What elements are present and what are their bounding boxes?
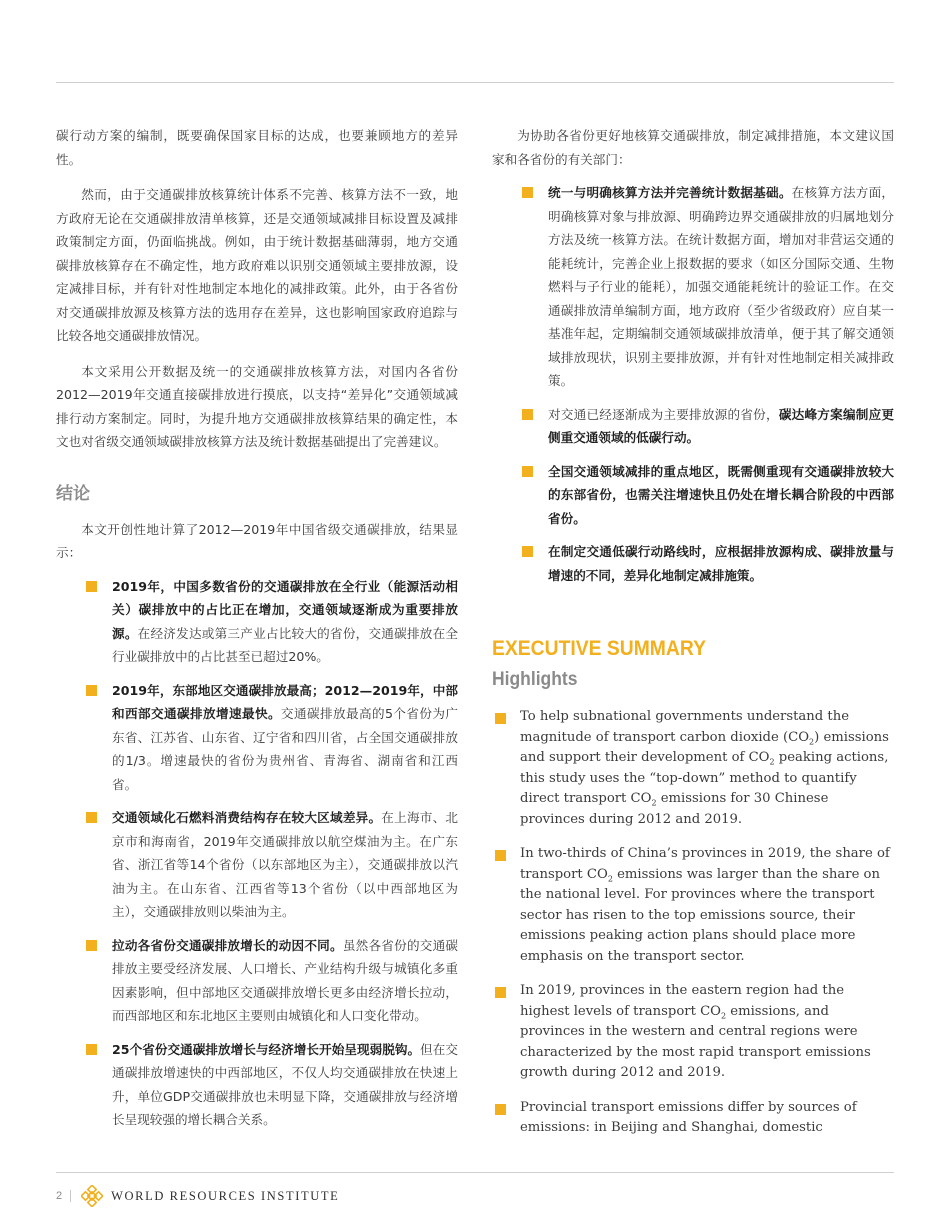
bullet-text: emissions, and provinces in the western and central regions were characterized by the most rapid transport emissions growth during 2012 and 2019. — [520, 1003, 871, 1080]
bullet-square-icon — [522, 466, 533, 477]
bullet-bold-text: 2019年，东部地区交通碳排放最高；2012—2019年，中部和西部交通碳排放增速最快。 — [112, 682, 458, 721]
bullet-text: Provincial transport emissions differ by sources of emissions: in Beijing and Shanghai, domestic — [520, 1099, 857, 1135]
bullet-text: In two-thirds of China’s provinces in 2019, the share of transport CO — [520, 846, 890, 882]
bullet-text: 交通碳排放最高的5个省份为广东省、江苏省、山东省、辽宁省和四川省，占全国交通碳排放的1/3。增速最快的省份为贵州省、青海省、湖南省和江西省。 — [112, 706, 459, 792]
bullet-bold-text: 交通领域化石燃料消费结构存在较大区域差异。 — [112, 810, 382, 825]
bullet-text: emissions was larger than the share on the national level. For provinces where the transport sector has risen to the top emissions source, their emissions peaking action plans should place more emphasis on the transport sector. — [520, 866, 880, 964]
subscript: 2 — [720, 1011, 727, 1021]
list-item — [56, 575, 458, 669]
paragraph: 本文采用公开数据及统一的交通碳排放核算方法，对国内各省份2012—2019年交通直接碳排放进行摸底，以支持“差异化”交通领域减排行动方案制定。同时，为提升地方交通碳排放核算结果的确定性，本文也对省级交通领域碳排放核算方法及统计数据基础提出了完善建议。 — [56, 363, 458, 449]
divider — [70, 1190, 71, 1202]
bullet-square-icon — [86, 812, 97, 823]
list-item — [492, 460, 894, 531]
bullet-bold-text: 统一与明确核算方法并完善统计数据基础。 — [548, 185, 792, 200]
subscript: 2 — [769, 757, 775, 767]
bullet-bold-text: 25个省份交通碳排放增长与经济增长开始呈现弱脱钩。 — [112, 1041, 421, 1057]
subscript: 2 — [809, 737, 815, 747]
list-item — [56, 934, 458, 1028]
list-item — [56, 679, 458, 797]
bullet-bold-text: 2019年，中国多数省份的交通碳排放在全行业（能源活动相关）碳排放中的占比正在增加，交通领域逐渐成为重要排放源。 — [112, 578, 458, 641]
bullet-bold-text: 全国交通领域减排的重点地区，既需侧重现有交通碳排放较大的东部省份，也需关注增速快且仍处在增长耦合阶段的中西部省份。 — [548, 463, 894, 526]
subscript: 2 — [607, 874, 613, 884]
bullet-square-icon — [495, 987, 506, 998]
bullet-text: To help subnational governments understand the magnitude of transport carbon dioxide (CO — [520, 709, 850, 745]
bullet-text: In 2019, provinces in the eastern region had the highest levels of transport CO — [520, 983, 845, 1019]
paragraph: 为协助各省份更好地核算交通碳排放，制定减排措施，本文建议国家和各省份的有关部门： — [492, 128, 894, 167]
bullet-text: 对交通已经逐渐成为主要排放源的省份， — [548, 406, 779, 422]
bullet-square-icon — [495, 1104, 506, 1115]
conclusion-bullet-list — [56, 575, 458, 1132]
organization-name: WORLD RESOURCES INSTITUTE — [111, 1188, 340, 1203]
list-item — [56, 1038, 458, 1132]
bottom-rule — [56, 1172, 894, 1173]
list-item — [492, 844, 894, 967]
subscript: 2 — [651, 798, 657, 808]
bullet-square-icon — [522, 546, 533, 557]
bullet-square-icon — [522, 187, 533, 198]
bullet-text: emissions for 30 Chinese provinces during 2012 and 2019. — [520, 791, 829, 827]
bullet-square-icon — [495, 713, 506, 724]
paragraph: 碳行动方案的编制，既要确保国家目标的达成，也要兼顾地方的差异性。 — [56, 128, 458, 167]
bullet-bold-text: 碳达峰方案编制应更侧重交通领域的低碳行动。 — [548, 406, 895, 445]
bullet-text: ) emissions and support their development of CO — [520, 729, 889, 765]
list-item — [56, 806, 458, 924]
bullet-square-icon — [522, 409, 533, 420]
highlights-bullet-list — [492, 707, 894, 1139]
bullet-text: 虽然各省份的交通碳排放主要受经济发展、人口增长、产业结构升级与城镇化多重因素影响，但中部地区交通碳排放增长更多由经济增长拉动，而西部地区和东北地区主要则由城镇化和人口变化带动。 — [112, 937, 459, 1023]
list-item — [492, 1098, 894, 1139]
paragraph: 本文开创性地计算了2012—2019年中国省级交通碳排放，结果显示： — [56, 521, 458, 560]
list-item — [492, 540, 894, 587]
list-item — [492, 181, 894, 393]
bullet-bold-text: 在制定交通低碳行动路线时，应根据排放源构成、碳排放量与增速的不同，差异化地制定减排施策。 — [548, 544, 894, 583]
bullet-square-icon — [495, 850, 506, 861]
executive-summary-title: EXECUTIVE SUMMARY — [492, 637, 706, 660]
bullet-square-icon — [86, 685, 97, 696]
list-item — [492, 707, 894, 830]
paragraph: 然而，由于交通碳排放核算统计体系不完善、核算方法不一致，地方政府无论在交通碳排放清单核算，还是交通领域减排目标设置及减排政策制定方面，仍面临挑战。例如，由于统计数据基础薄弱，地方交通碳排放核算存在不确定性，地方政府难以识别交通领域主要排放源，设定减排目标，并有针对性地制定本地化的减排政策。此外，由于各省份对交通碳排放源及核算方法的选用存在差异，这也影响国家政府追踪与比较各地交通碳排放情况。 — [56, 187, 458, 343]
section-heading-conclusion: 结论 — [56, 483, 90, 504]
wri-logo-icon — [81, 1185, 103, 1207]
bullet-text: peaking actions, this study uses the “top-down” method to quantify direct transport CO — [520, 750, 889, 806]
highlights-heading: Highlights — [492, 669, 578, 690]
left-column — [56, 124, 458, 1132]
bullet-square-icon — [86, 581, 97, 592]
bullet-text: 在经济发达或第三产业占比较大的省份，交通碳排放在全行业碳排放中的占比甚至已超过20%。 — [112, 625, 459, 664]
bullet-square-icon — [86, 1044, 97, 1055]
right-column — [492, 124, 894, 1139]
top-rule — [56, 82, 894, 83]
bullet-text: 在核算方法方面，明确核算对象与排放源、明确跨边界交通碳排放的归属地划分方法及统一核算方法。在统计数据方面，增加对非营运交通的能耗统计，完善企业上报数据的要求（如区分国际交通、生物燃料与子行业的能耗），加强交通能耗统计的验证工作。在交通碳排放清单编制方面，地方政府（至少省级政府）应自某一基准年起，定期编制交通领域碳排放清单，便于其了解交通领域排放现状，识别主要排放源，并有针对性地制定相关减排政策。 — [548, 185, 895, 388]
page-number: 2 — [56, 1190, 63, 1202]
list-item — [492, 981, 894, 1084]
bullet-text: 但在交通碳排放增速快的中西部地区，不仅人均交通碳排放在快速上升，单位GDP交通碳排放也未明显下降，交通碳排放与经济增长呈现较强的增长耦合关系。 — [112, 1041, 459, 1127]
bullet-square-icon — [86, 940, 97, 951]
bullet-text: 在上海市、北京市和海南省，2019年交通碳排放以航空煤油为主。在广东省、浙江省等14个省份（以东部地区为主），交通碳排放以汽油为主。在山东省、江西省等13个省份（以中西部地区为主），交通碳排放则以柴油为主。 — [112, 810, 459, 919]
page-footer — [56, 1184, 339, 1208]
list-item — [492, 403, 894, 450]
recommendation-bullet-list — [492, 181, 894, 587]
bullet-bold-text: 拉动各省份交通碳排放增长的动因不同。 — [112, 937, 343, 953]
